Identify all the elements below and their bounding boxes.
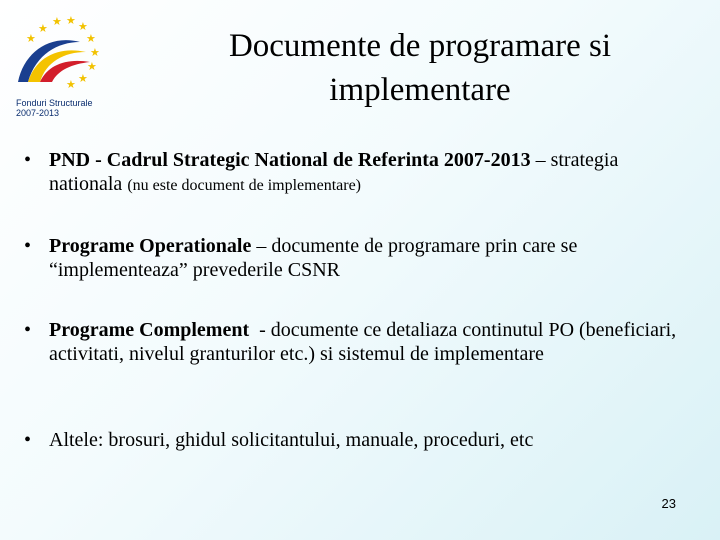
page-number: 23 [661, 496, 676, 511]
bullet-marker: • [24, 319, 32, 341]
svg-text:★: ★ [86, 32, 96, 45]
bullet-text: – documente de programare prin care se “implementeaza” prevederile CSNR [49, 235, 578, 281]
svg-text:★: ★ [78, 72, 88, 85]
bullet-item [24, 428, 696, 452]
svg-text:★: ★ [66, 78, 76, 91]
svg-text:★: ★ [78, 20, 88, 33]
bullet-text: – strategia nationala [49, 149, 619, 195]
logo-emblem-icon [10, 12, 120, 98]
bullet-marker: • [24, 429, 32, 451]
bullet-item [24, 148, 696, 198]
bullet-bold-text: Programe Operationale [49, 235, 252, 257]
bullet-bold-text: PND - Cadrul Strategic National de Referinta 2007-2013 [49, 149, 531, 171]
svg-text:★: ★ [26, 32, 36, 45]
svg-text:★: ★ [52, 15, 62, 28]
bullet-note: (nu este document de implementare) [127, 177, 361, 194]
bullet-item [24, 318, 696, 366]
bullet-text: Altele: brosuri, ghidul solicitantului, manuale, proceduri, etc [49, 429, 534, 451]
bullet-bold-text: Programe Complement [49, 319, 250, 341]
logo-caption-line2: 2007-2013 [16, 108, 60, 118]
svg-text:★: ★ [38, 22, 48, 35]
structural-funds-logo [10, 12, 130, 122]
slide-title: Documente de programare si implementare [228, 28, 612, 108]
bullet-item [24, 234, 696, 282]
logo-caption [16, 98, 126, 118]
svg-text:★: ★ [87, 60, 97, 73]
bullet-text: - documente ce detaliaza continutul PO (beneficiari, activitati, nivelul granturilor etc.) si sistemul de implementare [49, 319, 682, 365]
svg-text:★: ★ [66, 14, 76, 27]
bullet-marker: • [24, 149, 32, 171]
logo-caption-line1: Fonduri Structurale [16, 98, 93, 108]
bullet-marker: • [24, 235, 32, 257]
svg-text:★: ★ [90, 46, 100, 59]
